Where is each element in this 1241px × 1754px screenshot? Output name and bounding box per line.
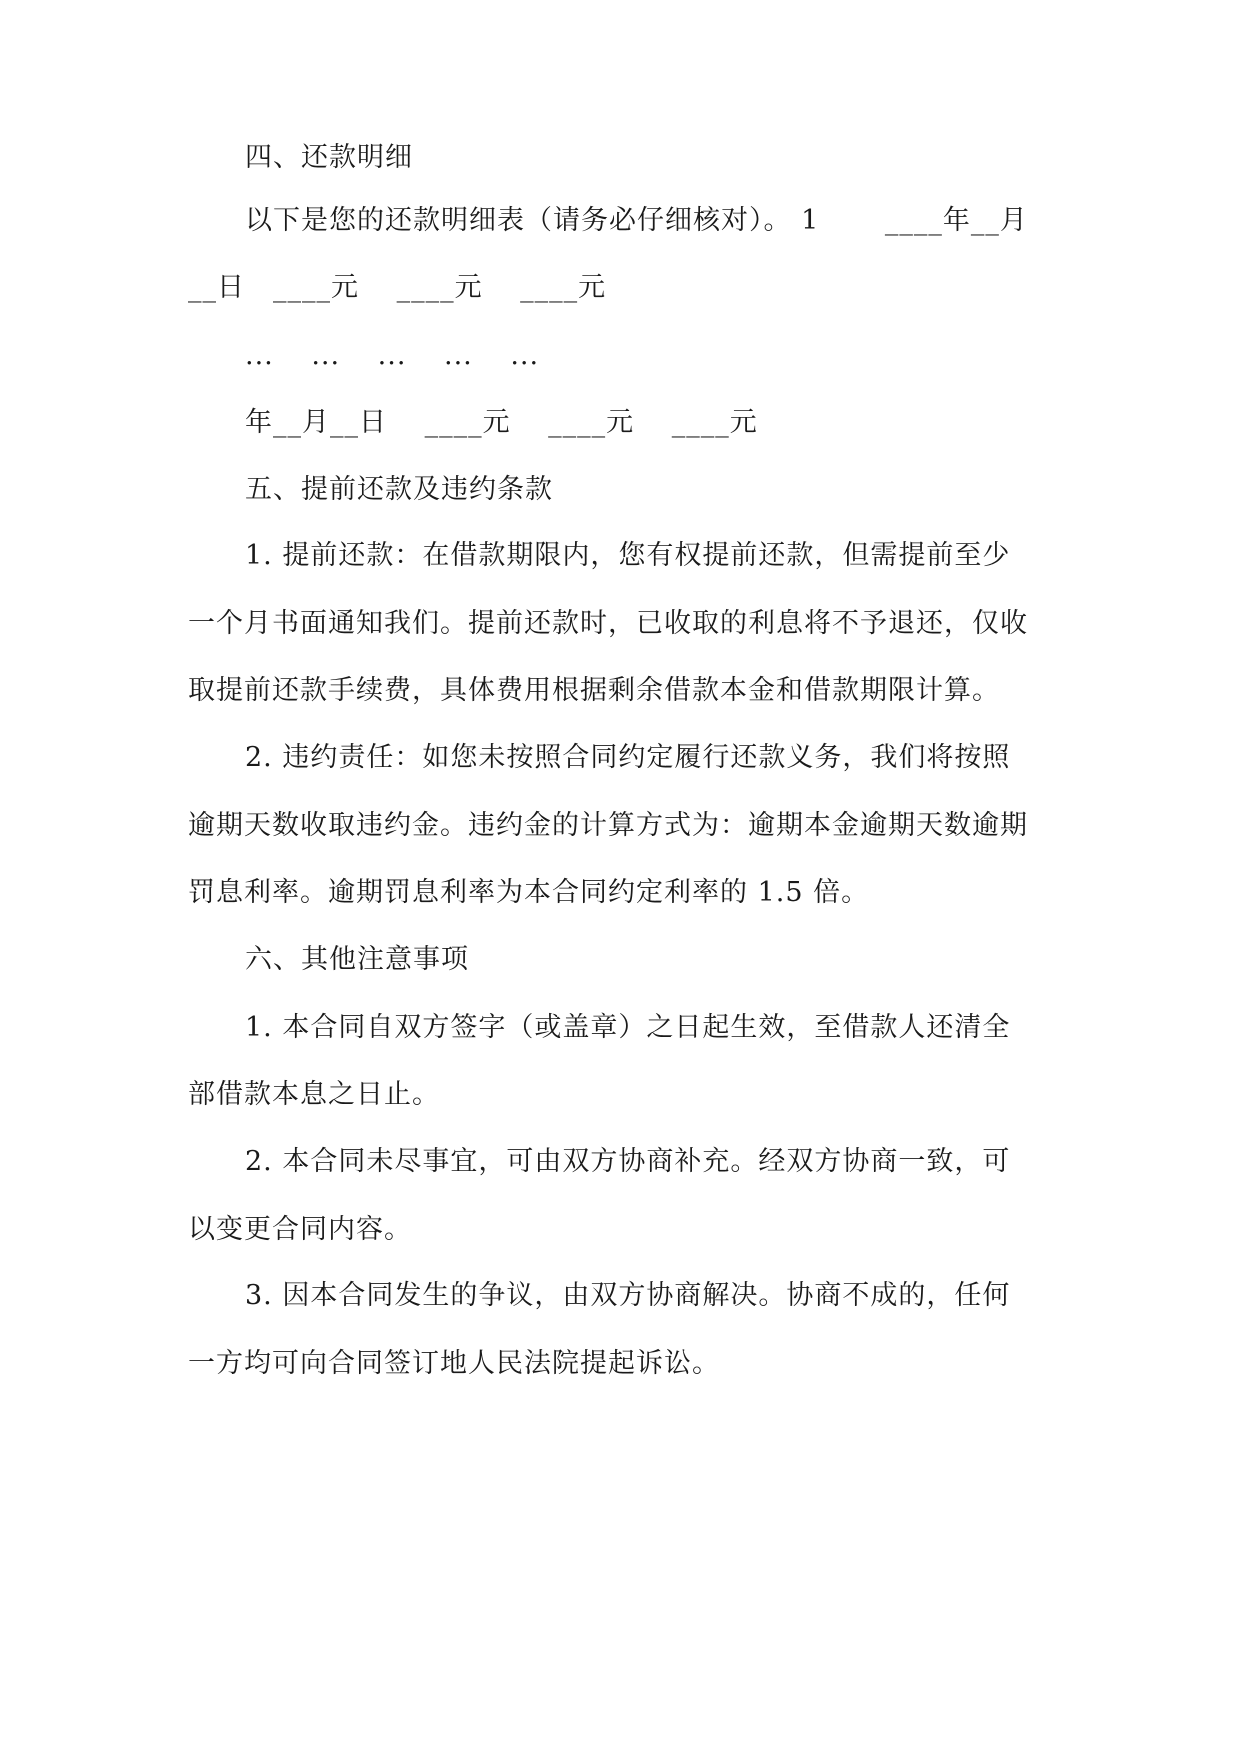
default-liability-line-3: 罚息利率。逾期罚息利率为本合同约定利率的 1.5 倍。 [188, 877, 870, 908]
dispute-clause-line-2: 一方均可向合同签订地人民法院提起诉讼。 [188, 1348, 720, 1379]
section-5-heading: 五、提前还款及违约条款 [245, 474, 553, 505]
default-liability-line-1: 2. 违约责任：如您未按照合同约定履行还款义务，我们将按照 [245, 742, 1011, 773]
supplement-clause-line-1: 2. 本合同未尽事宜，可由双方协商补充。经双方协商一致，可 [245, 1146, 1011, 1177]
repayment-last-row: 年__月__日 ____元 ____元 ____元 [245, 407, 758, 438]
repayment-intro-line-1: 以下是您的还款明细表（请务必仔细核对）。 1 ____年__月 [245, 205, 1028, 236]
repayment-ellipsis-row: ... ... ... ... ... [245, 340, 540, 371]
supplement-clause-line-2: 以变更合同内容。 [188, 1214, 412, 1245]
early-repayment-line-3: 取提前还款手续费，具体费用根据剩余借款本金和借款期限计算。 [188, 675, 1000, 706]
effective-clause-line-1: 1. 本合同自双方签字（或盖章）之日起生效，至借款人还清全 [245, 1012, 1011, 1043]
early-repayment-line-1: 1. 提前还款：在借款期限内，您有权提前还款，但需提前至少 [245, 540, 1011, 571]
repayment-intro-line-2: __日 ____元 ____元 ____元 [188, 272, 607, 303]
section-6-heading: 六、其他注意事项 [245, 944, 469, 975]
default-liability-line-2: 逾期天数收取违约金。违约金的计算方式为：逾期本金逾期天数逾期 [188, 810, 1028, 841]
effective-clause-line-2: 部借款本息之日止。 [188, 1079, 440, 1110]
early-repayment-line-2: 一个月书面通知我们。提前还款时，已收取的利息将不予退还，仅收 [188, 608, 1028, 639]
dispute-clause-line-1: 3. 因本合同发生的争议，由双方协商解决。协商不成的，任何 [245, 1280, 1011, 1311]
section-4-heading: 四、还款明细 [245, 142, 413, 173]
